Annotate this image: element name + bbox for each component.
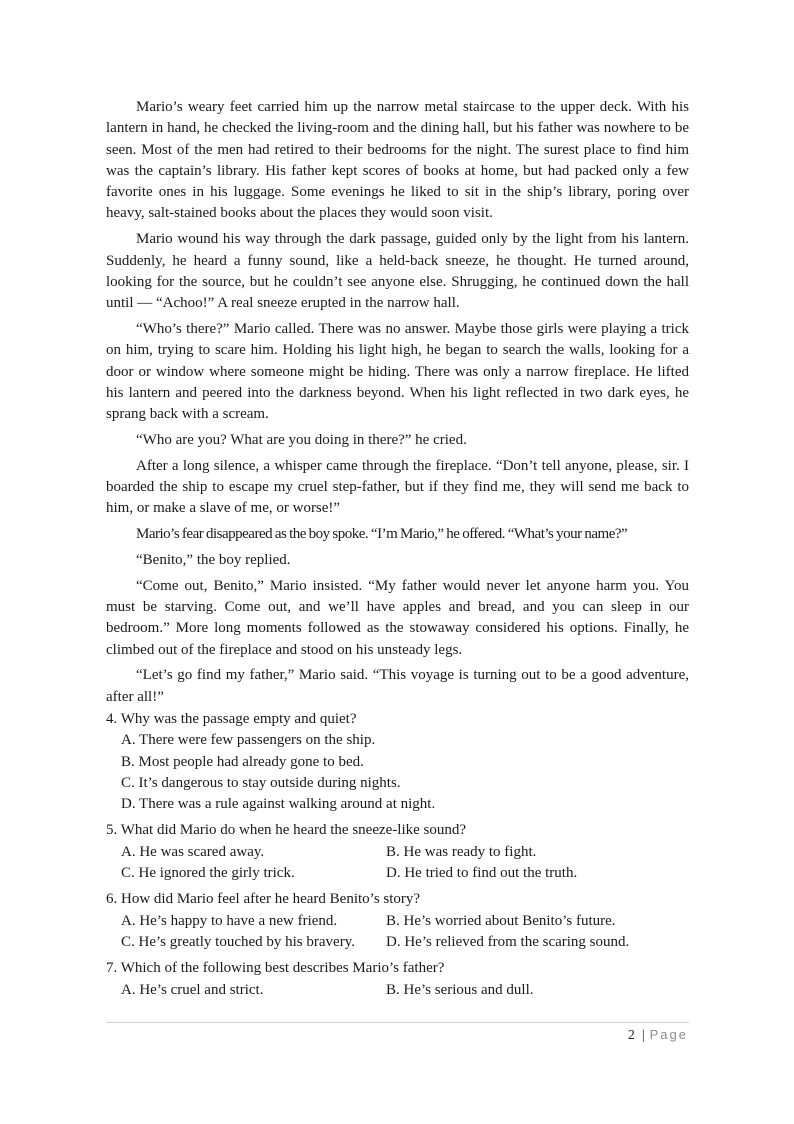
option-b: B. He’s serious and dull. <box>386 981 534 998</box>
page-label: Page <box>649 1027 688 1042</box>
option-c: C. He ignored the girly trick. <box>121 865 295 882</box>
question-stem: 5. What did Mario do when he heard the sneeze-like sound? <box>106 822 467 839</box>
page-footer <box>628 1027 688 1044</box>
passage-paragraph: “Come out, Benito,” Mario insisted. “My father would never let anyone harm you. You must be starving. Come out, and we’ll have apples and bread, and you can sleep in our bedroom.” More long moments followed as the stowaway considered his options. Finally, he climbed out of the fireplace and stood on his unsteady legs. <box>106 577 689 658</box>
option-grid <box>106 842 689 885</box>
footer-divider <box>106 1022 689 1023</box>
option-grid <box>106 980 689 1001</box>
passage-paragraph: “Who’s there?” Mario called. There was no answer. Maybe those girls were playing a trick on him, trying to scare him. Holding his light high, he began to search the walls, looking for a door or window where someone might be hiding. There was only a narrow fireplace. He lifted his lantern and peered into the darkness beyond. When his light reflected in two dark eyes, he sprang back with a scream. <box>106 320 689 423</box>
question-stem: 4. Why was the passage empty and quiet? <box>106 711 357 727</box>
option-c: C. He’s greatly touched by his bravery. <box>121 933 355 950</box>
footer-separator: | <box>641 1028 645 1043</box>
question-6 <box>106 889 689 953</box>
option-list <box>106 730 689 815</box>
passage-paragraph: Mario’s fear disappeared as the boy spoke. “I’m Mario,” he offered. “What’s your name?” <box>136 526 628 543</box>
question-5 <box>106 820 689 884</box>
page-number: 2 <box>627 1028 635 1043</box>
question-4 <box>106 709 689 815</box>
option-d: D. He’s relieved from the scaring sound. <box>386 933 630 950</box>
option-a: A. He’s cruel and strict. <box>121 981 264 998</box>
option-d: D. He tried to find out the truth. <box>386 865 578 882</box>
option-a: A. He’s happy to have a new friend. <box>121 912 338 929</box>
option-a: A. He was scared away. <box>121 843 265 860</box>
question-7 <box>106 958 689 1001</box>
option-grid <box>106 911 689 954</box>
passage-paragraph: “Benito,” the boy replied. <box>136 551 291 568</box>
passage-paragraph: After a long silence, a whisper came through the fireplace. “Don’t tell anyone, please, sir. I boarded the ship to escape my cruel step-father, but if they find me, they will send me back to him, or make a slave of me, or worse!” <box>106 457 689 517</box>
option-b: B. He’s worried about Benito’s future. <box>386 912 616 929</box>
option-c: C. It’s dangerous to stay outside during nights. <box>121 774 401 791</box>
passage-paragraph: “Let’s go find my father,” Mario said. “This voyage is turning out to be a good adventure, after all!” <box>106 667 689 705</box>
question-stem: 6. How did Mario feel after he heard Benito’s story? <box>106 891 421 908</box>
option-d: D. There was a rule against walking around at night. <box>121 796 436 813</box>
option-b: B. He was ready to fight. <box>386 843 537 860</box>
passage-paragraph: Mario wound his way through the dark passage, guided only by the light from his lantern. Suddenly, he heard a funny sound, like a held-back sneeze, he thought. He turned around, looking for the source, but he couldn’t see anyone else. Shrugging, he continued down the hall until — “Achoo!” A real sneeze erupted in the narrow hall. <box>106 231 689 312</box>
question-stem: 7. Which of the following best describes Mario’s father? <box>106 960 445 977</box>
option-b: B. Most people had already gone to bed. <box>121 753 364 770</box>
passage-paragraph: “Who are you? What are you doing in there?” he cried. <box>136 431 467 448</box>
passage-paragraph: Mario’s weary feet carried him up the narrow metal staircase to the upper deck. With his lantern in hand, he checked the living-room and the dining hall, but his father was nowhere to be seen. Most of the men had retired to their bedrooms for the night. The surest place to find him was the captain’s library. His father kept scores of books at home, but had packed only a few favorite ones in his luggage. Some evenings he liked to sit in the ship’s library, poring over heavy, salt-stained books about the places they would soon visit. <box>106 99 689 222</box>
option-a: A. There were few passengers on the ship. <box>121 732 376 749</box>
reading-passage <box>106 97 689 713</box>
question-list <box>106 709 689 1006</box>
